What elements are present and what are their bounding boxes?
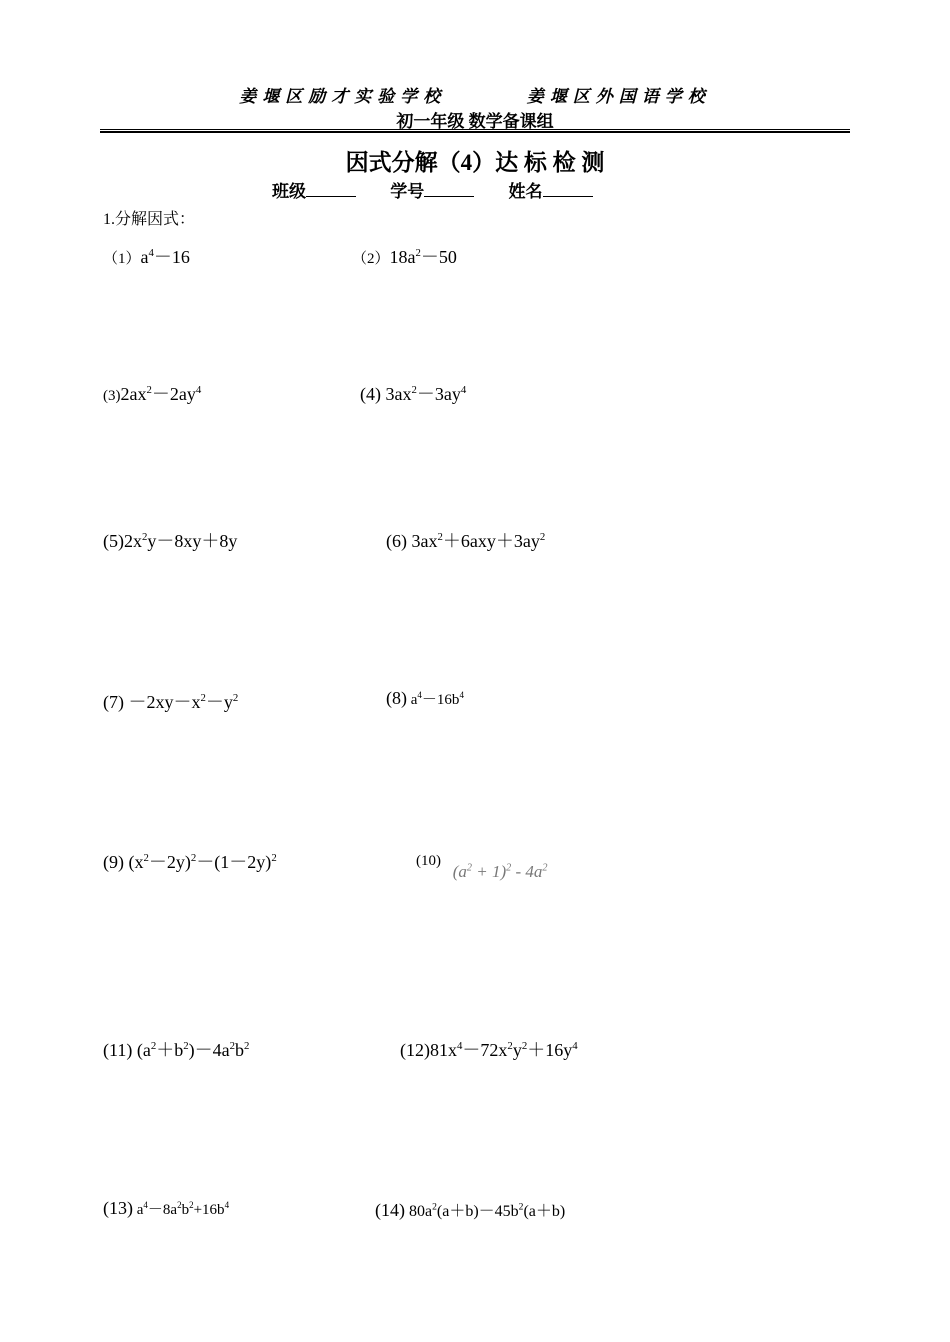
problem-9: (9) $(x^2-2y)^2-(1-2y)^2$	[103, 852, 277, 872]
problem-11: (11) $(a^2+b^2)-4a^2b^2$	[103, 1040, 250, 1060]
problem-6: (6) $3ax^2+6axy+3ay^2$	[386, 531, 546, 551]
problem-3: $(3)2ax^2-2ay^4$	[103, 384, 202, 404]
problem-4: (4) $3ax^2-3ay^4$	[360, 384, 467, 404]
school-header	[0, 82, 950, 107]
student-info	[272, 177, 623, 202]
section-label: 1.分解因式：	[103, 211, 196, 228]
problem-7: $(7) -2xy-x^2-y^2$	[103, 692, 239, 712]
problem-8: (8) $a^4-16b^4$	[386, 688, 464, 708]
problem-12: $(12)81x^4-72x^2y^2+16y^4$	[400, 1040, 578, 1060]
name-blank	[543, 182, 593, 197]
id-blank	[424, 182, 474, 197]
name-field: 姓名	[509, 177, 593, 202]
class-blank	[306, 182, 356, 197]
problem-10: (10) $(a^2 + 1)^2 - 4a^2$	[416, 853, 548, 881]
class-field: 班级	[272, 177, 356, 202]
school-right: 姜堰区外国语学校	[526, 87, 711, 106]
header-subtitle: 初一年级 数学备课组	[396, 112, 554, 131]
problem-5: $(5)2x^2y-8xy+8y$	[103, 531, 238, 551]
problem-1: $(1)a^4-16$	[103, 247, 190, 267]
problem-2: $(2)18a^2-50$	[352, 247, 457, 267]
page-title: 因式分解（4）达 标 检 测	[345, 150, 605, 175]
header-rule-thin	[100, 129, 850, 130]
problem-14: (14) $80a^2(a+b)-45b^2(a+b)$	[375, 1200, 566, 1220]
school-left: 姜堰区励才实验学校	[239, 87, 447, 106]
header-rule-thick	[100, 131, 850, 133]
id-field: 学号	[390, 177, 474, 202]
problem-13: (13) $a^4-8a^2b^2+16b^4$	[103, 1198, 230, 1218]
